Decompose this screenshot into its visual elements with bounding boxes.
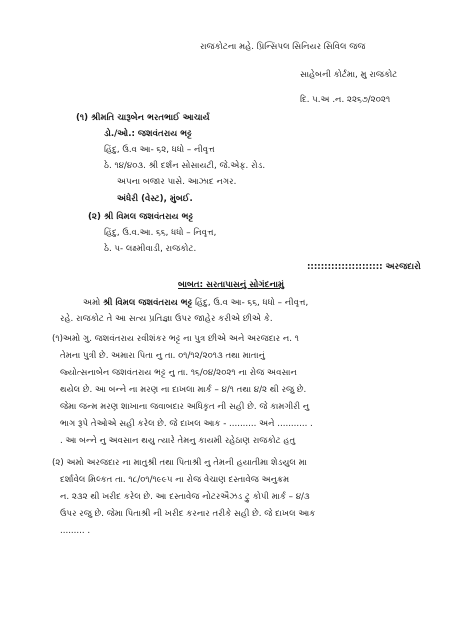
party-2-name: (૨) શ્રી વિમલ જશવંતરાય ભટ્ટ xyxy=(88,212,194,222)
party-role: :::::::::::::::::::::: અરજદારો xyxy=(307,262,421,272)
deponent-details: હિંદુ, ઉ.વ આ- ૬૬, ધધો – નીવૃત્ત, xyxy=(195,298,309,308)
party-1-details: હિંદુ, ઉ.વ આ- ૬૨, ધધો – નીવૃત્ત xyxy=(104,145,215,155)
party-2-address: ઠે. પ- લક્ષ્મીવાડી, રાજકોટ. xyxy=(104,244,197,254)
party-1-guardian: ડો./ઓ.: જશવંતરાય ભટ્ટ xyxy=(104,129,192,139)
para1-line: (૧)અમો ગુ. જશવંતરાય રવીશંકર ભટ્ટ ના પુત્ર છીએ અને અરજદાર ન. ૧ xyxy=(52,334,299,344)
para2-line: (૨) અમો અરજદાર ના માતુશ્રી તથા પિતાશ્રી નુ તેમની હયાતીમા શેડયુલ મા xyxy=(52,458,307,468)
para1-line: તેમના પુત્રી છે. અમારા પિતા નુ તા. ૦૧/૧૨/૨૦૧૩ તથા માતાનું xyxy=(60,351,265,361)
intro-prefix: અમો xyxy=(83,298,101,308)
para1-line: ભાગ રૂપે તેઓએ સહી કરેલ છે. જે દાખલ આક - .......... અને ........... . xyxy=(60,419,313,429)
para1-line: થયેલ છે. આ બન્ને ના મરણ ના દાખલા માર્ક – ૪/૧ તથા ૪/૨ થી રજુ છે. xyxy=(60,385,307,395)
para1-line: . આ બન્ને નુ અવસાન થયુ ત્યારે તેમનુ કાયમી રહેઠાણ રાજકોટ હતુ xyxy=(60,436,296,446)
court-line: રાજકોટના મહે. પ્રિન્સિપલ સિનિયર સિવિલ જજ xyxy=(200,42,366,52)
para2-line: ન. ૨૩૨ થી ખરીદ કરેલ છે. આ દસ્તાવેજ નોટરઐઝડ ટ્રુ કોપી માર્ક – ૪/૩ xyxy=(60,492,310,502)
para1-line: જેમા જન્મ મરણ શાખાના જવાબદાર અધિકૃત ની સહી છે. જે કામગીરી નુ xyxy=(60,402,310,412)
judge-line: સાહેબની કોર્ટમા, મુ રાજકોટ xyxy=(300,70,398,80)
deponent-name: શ્રી વિમલ જશવંતરાય ભટ્ટ xyxy=(103,298,193,308)
party-1-address-2: અપના બજાર પાસે. આઝાદ નગર. xyxy=(117,177,237,187)
case-number: દિ. પ.અ .ન. ૨૨૬૭/૨૦૨૧ xyxy=(300,95,391,105)
party-2-details: હિંદુ, ઉ.વ.આ. ૬૬, ધધો – નિવૃત્ત, xyxy=(104,228,217,238)
party-1-address-3: અંધેરી (વેસ્ટ), મુંબઈ. xyxy=(117,194,193,204)
party-1-name: (૧) શ્રીમતિ ચારૂબેન ભરતભાઈ આચાર્ય xyxy=(76,113,210,123)
party-1-address-1: ઠે. ૧૪/૪૦૩. શ્રી દર્શન સોસાયટી, જે.એફ. રોડ. xyxy=(104,161,266,171)
subject-heading: બાબત: સરતાપાસનું સોગંદનામું xyxy=(178,280,285,290)
para2-line: ઉપર રજુ છે. જેમા પિતાશ્રી ની ખરીદ કરનાર તરીકે સહી છે. જે દાખલ આક xyxy=(60,509,316,519)
para2-line: ......... . xyxy=(60,526,91,536)
para1-line: જ્યોત્સનાબેન જશવંતરાય ભટ્ટ નુ તા. ૧૬/૦૪/૨૦૨૧ ના રોજ અવસાન xyxy=(60,368,297,378)
para2-line: દર્શાવેલ મિલ્કત તા. ૧૮/૦૧/૧૯૯૫ ના રોજ વેચાણ દસ્તાવેજ અનુક્રમ xyxy=(60,475,290,485)
intro-line-2: રહે. રાજકોટ તે આ સત્ય પ્રતિજ્ઞા ઉપર જાહેર કરીએ છીએ કે. xyxy=(60,314,273,324)
intro-line-1 xyxy=(83,298,308,309)
